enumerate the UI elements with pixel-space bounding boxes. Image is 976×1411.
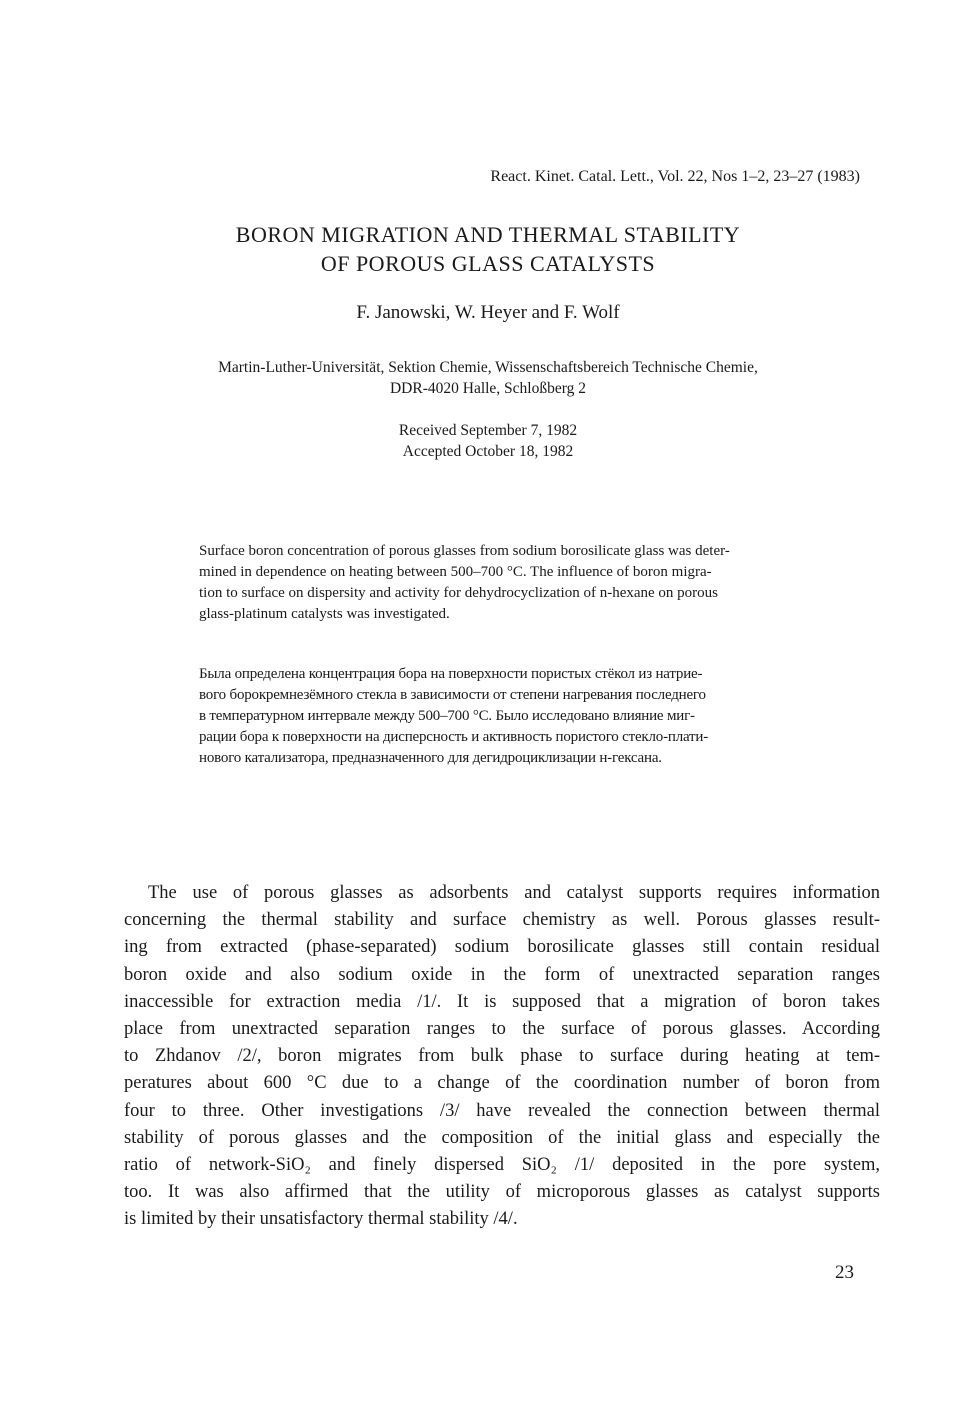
body-line: concerning the thermal stability and surface chemistry as well. Porous glasses result- xyxy=(124,910,880,931)
abstract-line: Была определена концентрация бора на поверхности пористых стёкол из натрие- xyxy=(199,666,703,682)
affiliation xyxy=(0,357,976,399)
body-line: place from unextracted separation ranges to the surface of porous glasses. According xyxy=(124,1019,880,1040)
abstract-line: mined in dependence on heating between 500–700 °C. The influence of boron migra- xyxy=(199,564,712,580)
accepted-date: Accepted October 18, 1982 xyxy=(402,443,574,460)
body-line: peratures about 600 °C due to a change of the coordination number of boron from xyxy=(124,1073,880,1094)
body-line: four to three. Other investigations /3/ have revealed the connection between thermal xyxy=(124,1100,880,1121)
abstract-line: в температурном интервале между 500–700 °C. Было исследовано влияние миг- xyxy=(199,708,695,724)
body-line: boron oxide and also sodium oxide in the form of unextracted separation ranges xyxy=(124,964,880,985)
body-line: ing from extracted (phase-separated) sodium borosilicate glasses still contain residual xyxy=(124,937,880,958)
authors: F. Janowski, W. Heyer and F. Wolf xyxy=(356,302,620,323)
title-line: OF POROUS GLASS CATALYSTS xyxy=(320,251,656,276)
body-line: The use of porous glasses as adsorbents and catalyst supports requires information xyxy=(148,883,880,903)
paper-title xyxy=(0,220,976,278)
body-line: stability of porous glasses and the composition of the initial glass and especially the xyxy=(124,1127,880,1148)
body-line: inaccessible for extraction media /1/. It is supposed that a migration of boron takes xyxy=(124,991,880,1012)
body-paragraph xyxy=(124,880,880,1234)
received-date: Received September 7, 1982 xyxy=(398,422,578,439)
affiliation-line: Martin-Luther-Universität, Sektion Chemie, Wissenschaftsbereich Technische Chemie, xyxy=(218,359,758,376)
abstract-line: вого борокремнезёмного стекла в зависимости от степени нагревания последнего xyxy=(199,687,706,703)
abstract-english xyxy=(199,541,859,625)
abstract-line: tion to surface on dispersity and activity for dehydrocyclization of n-hexane on porous xyxy=(199,585,719,601)
affiliation-line: DDR-4020 Halle, Schloßberg 2 xyxy=(389,380,587,397)
body-line: is limited by their unsatisfactory thermal stability /4/. xyxy=(124,1209,518,1230)
abstract-line: glass-platinum catalysts was investigated. xyxy=(199,606,450,622)
abstract-line: нового катализатора, предназначенного для дегидроциклизации н-гексана. xyxy=(199,750,662,766)
abstract-line: Surface boron concentration of porous glasses from sodium borosilicate glass was deter- xyxy=(199,543,730,559)
abstract-russian xyxy=(199,664,859,769)
journal-citation: React. Kinet. Catal. Lett., Vol. 22, Nos 1–2, 23–27 (1983) xyxy=(490,168,860,185)
body-line: to Zhdanov /2/, boron migrates from bulk phase to surface during heating at tem- xyxy=(124,1046,880,1067)
page-number: 23 xyxy=(835,1262,854,1283)
title-line: BORON MIGRATION AND THERMAL STABILITY xyxy=(235,222,741,247)
body-line: too. It was also affirmed that the utility of microporous glasses as catalyst supports xyxy=(124,1182,880,1203)
dates xyxy=(0,420,976,462)
abstract-line: рации бора к поверхности на дисперсность и активность пористого стекло-плати- xyxy=(199,729,709,745)
body-line: ratio of network-SiO₂ and finely dispersed SiO₂ /1/ deposited in the pore system, xyxy=(124,1155,880,1176)
